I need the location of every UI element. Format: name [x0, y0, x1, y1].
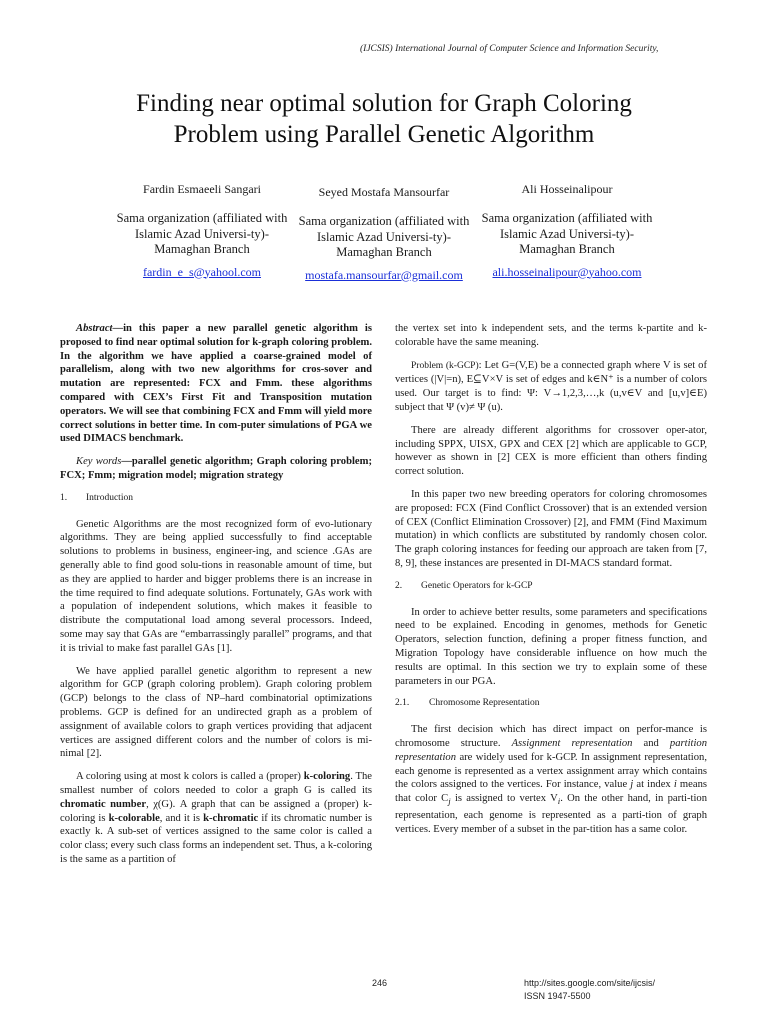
author-email[interactable]: ali.hosseinalipour@yahoo.com: [492, 264, 642, 279]
author-email[interactable]: mostafa.mansourfar@gmail.com: [305, 267, 463, 282]
footer-url[interactable]: http://sites.google.com/site/ijcsis/: [524, 978, 656, 988]
right-paragraph-6: The first decision which has direct impact on perfor-mance is chromosome structure. Assignment representation and partition representation are widely used for k-GCP. In assignment representation, each genome is represented as a vertex assignment array which contains the colors assigned to the vertices. For instance, value j at index i means that color $C_j$ is assigned to vertex $V_i$. On the other hand, in parti-tion representation, each genome is represented as a parti-tion of graph vertices. Every member of a subset in the par-tition has a same color.: [395, 724, 708, 835]
intro-paragraph-2: We have applied parallel genetic algorithm to represent a new algorithm for GCP (graph coloring problem). Graph coloring problem (GCP) belongs to the class of NP–hard combinatorial optimizations problems. GCP is defined for an undirected graph as a problem of assignment of available colors to graph vertices providing that adjacent vertices are assigned different colors and the number of colors is mi-nimal [2].: [60, 665, 372, 760]
author-name: Ali Hosseinalipour: [521, 182, 613, 196]
paper-title: [40, 88, 728, 150]
right-paragraph-1: the vertex set into k independent sets, and the terms k-partite and k-colorable have the same meaning.: [395, 323, 707, 348]
keywords: Key words—parallel genetic algorithm; Graph coloring problem; FCX; Fmm; migration model; migration strategy: [60, 456, 372, 481]
title-line-1: Finding near optimal solution for Graph Coloring: [136, 90, 632, 117]
author-affiliation: Sama organization (affiliated with Islamic Azad Universi-ty)-Mamaghan Branch: [298, 214, 470, 259]
author-affiliation: Sama organization (affiliated with Islamic Azad Universi-ty)-Mamaghan Branch: [116, 211, 288, 256]
journal-header: (IJCSIS) International Journal of Computer Science and Information Security,: [360, 44, 659, 54]
author-email[interactable]: fardin_e_s@yahool.com: [142, 264, 262, 279]
section-heading-introduction: 1. Introduction: [60, 492, 133, 503]
right-paragraph-5: In order to achieve better results, some parameters and specifications need to be explained. Encoding in genomes, methods for Genetic Operators, selection function, defining a proper fitness function, and Migration Topology have considerable influence on how much the results are optimal. In this section we try to explain some of these parameters in our PGA.: [395, 606, 707, 687]
author-block-1: [112, 181, 292, 280]
page-number: 246: [372, 978, 388, 988]
author-name: Fardin Esmaeeli Sangari: [143, 182, 261, 196]
author-name: Seyed Mostafa Mansourfar: [318, 185, 450, 199]
section-heading-genetic-operators: 2. Genetic Operators for k-GCP: [395, 580, 533, 591]
right-paragraph-3: There are already different algorithms for crossover oper-ator, including SPPX, UISX, GPX and CEX [2] which are applicable to GCP, however as shown in [2] CEX is more efficient than others finding correct solution.: [395, 424, 707, 478]
author-block-2: [292, 184, 476, 283]
intro-paragraph-1: Genetic Algorithms are the most recognized form of evo-lutionary algorithms. They are being applied successfully to find acceptable solutions to problems in business, engineer-ing, and science .GAs are generally able to find good solu-tions in reasonable amount of time, but as they are applied to harder and bigger problems there is an increase in the time required to find adequate solutions. Fortunately, GAs work with a population of independent solutions, which makes it feasible to distribute the computational load among several processors. Indeed, some may say that GAs are “embarrassingly parallel” programs, and that it is trivial to make fast parallel GAs [1].: [60, 518, 372, 654]
subsection-heading-chromosome: 2.1. Chromosome Representation: [395, 698, 540, 709]
right-column: [395, 322, 707, 846]
footer-issn: ISSN 1947-5500: [524, 991, 591, 1001]
problem-definition: Problem (k-GCP): Let G=(V,E) be a connected graph where V is set of vertices (|V|=n), E⊆V×V is set of edges and k∈N⁺ is a number of colors used. Our target is to find: Ψ: V→1,2,3,…,k (u,v∈V and [u,v]∈E) subject that Ψ (v)≠ Ψ (u).: [395, 359, 708, 413]
abstract: Abstract—in this paper a new parallel genetic algorithm is proposed to find near optimal solution for k-graph coloring problem. In the algorithm we have applied a coarse-grained model of parallelism, along with two new algorithms for cros-sover and mutation are represented: FCX and Fmm. these algorithms compared with CEX’s First Fit and Transposition mutation operators. We will see that combining FCX and Fmm will yield more correct solutions in better time. In com-puter simulations of PGA we used DIMACS benchmark.: [60, 323, 372, 445]
author-block-3: [478, 181, 656, 280]
title-line-2: Problem using Parallel Genetic Algorithm: [173, 121, 595, 148]
author-affiliation: Sama organization (affiliated with Islamic Azad Universi-ty)-Mamaghan Branch: [481, 211, 653, 256]
right-paragraph-4: In this paper two new breeding operators for coloring chromosomes are proposed: FCX (Find Conflict Crossover) that is an extended version of CEX (Conflict Elimination Crossover) [2], and FMM (Find Maximum mutation) in which conflicts are substituted by randomly chosen color. The graph coloring instances for feeding our approach are taken from [7, 8, 9], these instances are presented in DI-MACS standard format.: [395, 488, 707, 569]
left-column: [60, 322, 372, 876]
intro-paragraph-3: A coloring using at most k colors is called a (proper) k-coloring. The smallest number of colors needed to color a graph G is called its chromatic number, χ(G). A graph that can be assigned a (proper) k-coloring is k-colorable, and it is k-chromatic if its chromatic number is exactly k. A sub-set of vertices assigned to the same color is called a color class; every such class forms an independent set. Thus, a k-coloring is the same as a partition of: [60, 771, 372, 865]
